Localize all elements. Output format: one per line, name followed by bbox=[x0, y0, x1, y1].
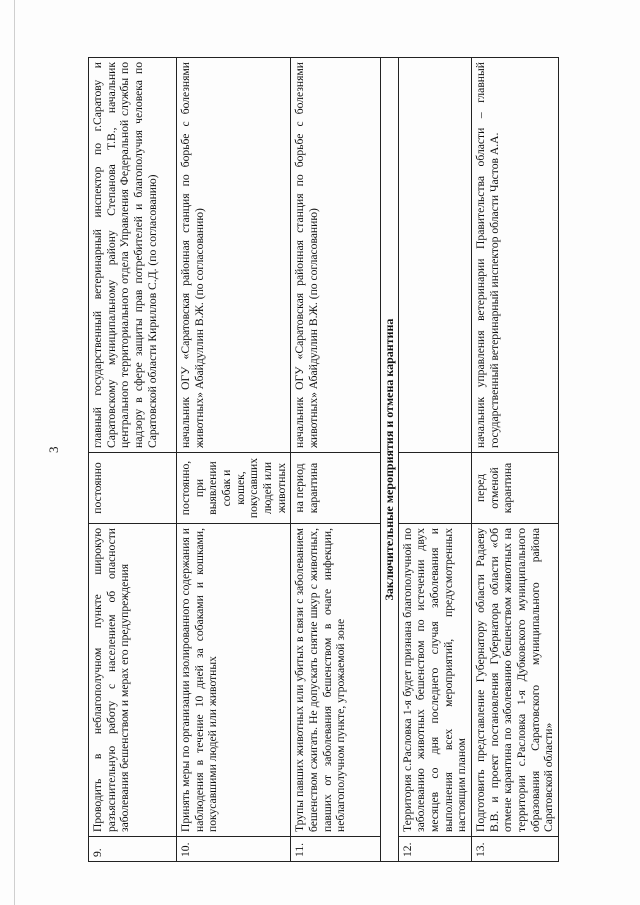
row-number: 13. bbox=[471, 837, 558, 862]
measure-cell: Принять меры по организации изолированного содержания и наблюдения в течение 10 дней за собаками и кошками, покусавшими людей или животных bbox=[177, 524, 291, 837]
row-number: 10. bbox=[177, 837, 291, 862]
term-cell: на период карантина bbox=[291, 453, 381, 524]
responsible-cell: начальник управления ветеринарии Правительства области – главный государственный ветеринарный инспектор области Частов А.А. bbox=[471, 58, 558, 453]
responsible-cell: главный государственный ветеринарный инспектор по г.Саратову и Саратовскому муниципальному району Степанова Т.В., начальник центрального территориального отдела Управления Федеральной службы по надзору в сфере защиты прав потребителей и благополучия человека по Саратовской области Кириллов С.Д. (по согласованию) bbox=[89, 58, 177, 453]
page-number: 3 bbox=[46, 446, 61, 453]
measure-cell: Проводить в неблагополучном пункте широкую разъяснительную работу с населением об опасности заболевания бешенством и мерах его предупреждения bbox=[89, 524, 177, 837]
rotated-table-container bbox=[88, 57, 556, 862]
table-row bbox=[177, 58, 291, 862]
responsible-cell bbox=[398, 58, 471, 453]
row-number: 9. bbox=[89, 837, 177, 862]
plan-table bbox=[88, 57, 559, 862]
table-row bbox=[471, 58, 558, 862]
term-cell bbox=[398, 453, 471, 524]
measure-cell: Трупы павших животных или убитых в связи с заболеванием бешенством сжигать. Не допускать снятие шкур с животных, павших от заболевания бешенством в очаге инфекции, неблагополучном пункте, угрожаемой зоне bbox=[291, 524, 381, 837]
table-row bbox=[398, 58, 471, 862]
table-row bbox=[291, 58, 381, 862]
row-number: 11. bbox=[291, 837, 381, 862]
term-cell: постоянно, при выявлении собак и кошек, покусавших людей или животных bbox=[177, 453, 291, 524]
responsible-cell: начальник ОГУ «Саратовская районная станция по борьбе с болезнями животных» Абайдуллин В.Ж. (по согласованию) bbox=[291, 58, 381, 453]
section-header-row bbox=[381, 58, 398, 862]
measure-cell: Территория с.Расловка 1-я будет признана благополучной по заболеванию животных бешенством по истечении двух месяцев со дня последнего случая заболевания и выполнения всех мероприятий, предусмотренных настоящим планом bbox=[398, 524, 471, 837]
term-cell: перед отменой карантина bbox=[471, 453, 558, 524]
table-row bbox=[89, 58, 177, 862]
measure-cell: Подготовить представление Губернатору области Радаеву В.В. и проект постановления Губернатора области «Об отмене карантина по заболеванию бешенством животных на территории с.Расловка 1-я Дубковского муниципального образования Саратовского муниципального района Саратовской области» bbox=[471, 524, 558, 837]
term-cell: постоянно bbox=[89, 453, 177, 524]
scan-edge-line bbox=[14, 0, 15, 905]
section-title: Заключительные мероприятия и отмена карантина bbox=[381, 58, 398, 862]
row-number: 12. bbox=[398, 837, 471, 862]
responsible-cell: начальник ОГУ «Саратовская районная станция по борьбе с болезнями животных» Абайдуллин В.Ж. (по согласованию) bbox=[177, 58, 291, 453]
